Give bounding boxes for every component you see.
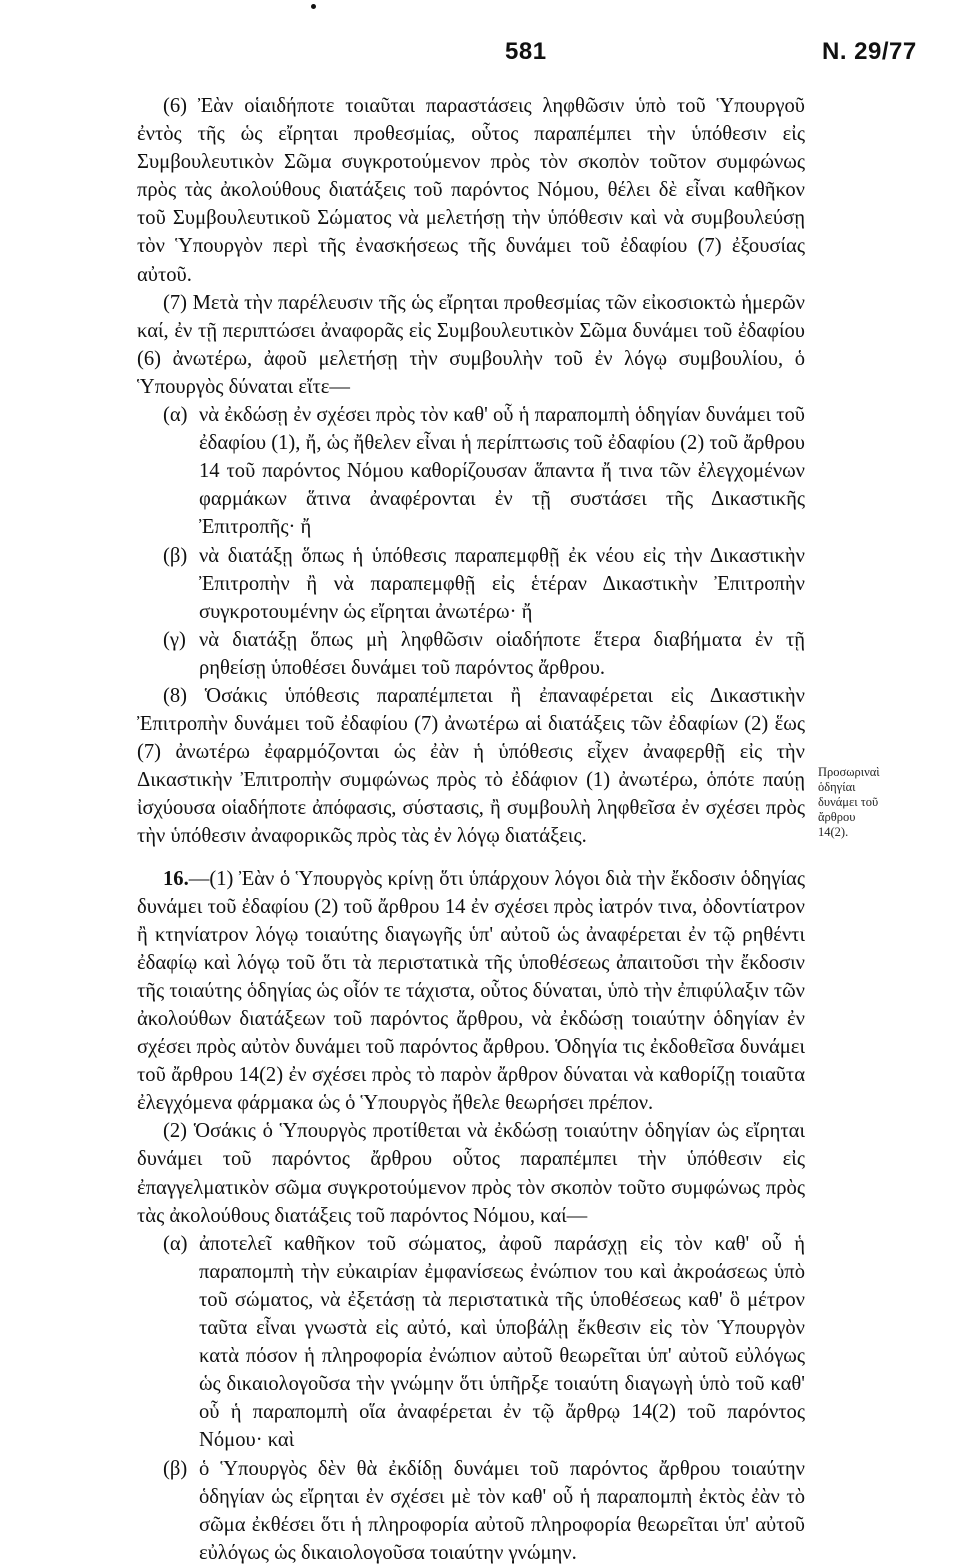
section-16-paragraph-2: (2) Ὁσάκις ὁ Ὑπουργὸς προτίθεται νὰ ἐκδώσῃ τοιαύτην ὁδηγίαν ὡς εἴρηται δυνάμει τοῦ παρόντος ἄρθρου οὗτος παραπέμπει τὴν ὑπόθεσιν εἰς ἐπαγγελματικὸν σῶμα συγκροτούμενον πρὸς τὸν σκοπὸν τοῦτο συμφώνως πρὸς τὰς ἀκολούθους διατάξεις τοῦ παρόντος Νόμου, καί— — [137, 1120, 805, 1227]
list-item — [137, 1455, 805, 1567]
margin-note — [818, 765, 918, 840]
item-text: ἀποτελεῖ καθῆκον τοῦ σώματος, ἀφοῦ παράσχῃ εἰς τὸν καθ' οὗ ἡ παραπομπὴ τὴν εὐκαιρίαν ἐμφανίσεως ἐνώπιον του καὶ ἀκροάσεως ὑπὸ τοῦ σώματος, νὰ ἐξετάσῃ τὰ περιστατικὰ τῆς ὑποθέσεως καθ' ὃ μέτρον ταῦτα εἶναι γνωστὰ εἰς αὐτό, καὶ ὑποβάλῃ ἔκθεσιν εἰς τὸν Ὑπουργὸν κατὰ πόσον ἡ πληροφορία ἐνώπιον αὐτοῦ θεωρεῖται ὑπ' αὐτοῦ εὐλόγως ὡς δικαιολογοῦσα τὴν γνώμην ὅτι ὑπῆρξε τοιαύτη διαγωγὴ ὑπὸ τοῦ καθ' οὗ ἡ παραπομπὴ οἵα ἀναφέρεται ἐν τῷ ἄρθρῳ 14(2) τοῦ παρόντος Νόμου· καὶ — [199, 1232, 805, 1452]
item-label: (β) — [163, 544, 188, 567]
item-label: (β) — [163, 1457, 188, 1480]
margin-note-line: δυνάμει τοῦ — [818, 795, 879, 809]
paragraph-6: (6) Ἐὰν οἱαιδήποτε τοιαῦται παραστάσεις ληφθῶσιν ὑπὸ τοῦ Ὑπουργοῦ ἐντὸς τῆς ὡς εἴρηται προθεσμίας, οὗτος παραπέμπει τὴν ὑπόθεσιν εἰς Συμβουλευτικὸν Σῶμα συγκροτούμενον πρὸς τὸν σκοπὸν τοῦτον συμφώνως πρὸς τὰς ἀκολούθους διατάξεις τοῦ παρόντος Νόμου, θέλει δὲ εἶναι καθῆκον τοῦ Συμβουλευτικοῦ Σώματος νὰ μελετήσῃ τὴν ὑπόθεσιν καὶ νὰ συμβουλεύσῃ τὸν Ὑπουργὸν περὶ τῆς ἐνασκήσεως τῆς δυνάμει τοῦ ἐδαφίου (7) ἐξουσίας αὐτοῦ. — [137, 95, 805, 286]
print-speck — [311, 4, 316, 9]
page-number: 581 — [505, 38, 547, 65]
paragraph-7-intro: (7) Μετὰ τὴν παρέλευσιν τῆς ὡς εἴρηται προθεσμίας τῶν εἰκοσιοκτὼ ἡμερῶν καί, ἐν τῇ περιπτώσει ἀναφορᾶς εἰς Συμβουλευτικὸν Σῶμα δυνάμει τοῦ ἐδαφίου (6) ἀνωτέρω, ἀφοῦ μελετήσῃ τὴν συμβουλὴν τοῦ ἐν λόγῳ συμβουλίου, ὁ Ὑπουργὸς δύναται εἴτε— — [137, 291, 805, 398]
margin-note-line: 14(2). — [818, 825, 849, 839]
item-text: νὰ διατάξῃ ὅπως ἡ ὑπόθεσις παραπεμφθῇ ἐκ νέου εἰς τὴν Δικαστικὴν Ἐπιτροπὴν ἢ νὰ παραπεμφθῇ εἰς ἑτέραν Δικαστικὴν Ἐπιτροπὴν συγκροτουμένην ὡς εἴρηται ἀνωτέρω· ἤ — [199, 544, 805, 623]
item-label: (γ) — [163, 628, 186, 651]
list-item — [137, 542, 805, 626]
item-text: ὁ Ὑπουργὸς δὲν θὰ ἐκδίδῃ δυνάμει τοῦ παρόντος ἄρθρου τοιαύτην ὁδηγίαν ὡς εἴρηται ἐν σχέσει μὲ τὸν καθ' οὗ ἡ παραπομπὴ ἐκτὸς ἐὰν τὸ σῶμα ἐκθέσει ὅτι ἡ πληροφορία αὐτοῦ πληροφορία θεωρεῖται ὑπ' αὐτοῦ εὐλόγως ὡς δικαιολογοῦσα τοιαύτην γνώμην. — [199, 1457, 805, 1564]
section-16-text: —(1) Ἐὰν ὁ Ὑπουργὸς κρίνῃ ὅτι ὑπάρχουν λόγοι διὰ τὴν ἔκδοσιν ὁδηγίας δυνάμει τοῦ ἐδαφίου (2) τοῦ ἄρθρου 14 ἐν σχέσει πρὸς ἰατρόν τινα, ὀδοντίατρον ἢ κτηνίατρον λόγῳ τοιαύτης διαγωγῆς ὑπ' αὐτοῦ ὡς ἀναφέρεται ἐν τῷ ρηθέντι ἐδαφίῳ καὶ λόγῳ τοῦ ὅτι τὰ περιστατικὰ τῆς ὑποθέσεως ἀπαιτοῦσι τὴν ἔκδοσιν τῆς τοιαύτης ὁδηγίας ὡς οἷόν τε τάχιστα, οὗτος δύναται, ὑπὸ τὴν ἐπιφύλαξιν τῶν ἀκολούθων διατάξεων τοῦ παρόντος ἄρθρου, νὰ ἐκδώσῃ τοιαύτην ὁδηγίαν ἐν σχέσει πρὸς αὐτὸν δυνάμει τοῦ παρόντος ἄρθρου. Ὁδηγία τις ἐκδοθεῖσα δυνάμει τοῦ ἄρθρου 14(2) ἐν σχέσει πρὸς τὸ παρὸν ἄρθρον δύναται νὰ καθορίζῃ τοιαῦτα ἐλεγχόμενα φάρμακα ὡς ὁ Ὑπουργὸς ἤθελε θεωρήσει πρέπον. — [137, 867, 805, 1115]
margin-note-line: ἄρθρου — [818, 810, 856, 824]
section-16-paragraph-1 — [137, 865, 805, 1118]
paragraph-8: (8) Ὁσάκις ὑπόθεσις παραπέμπεται ἢ ἐπαναφέρεται εἰς Δικαστικὴν Ἐπιτροπὴν δυνάμει τοῦ ἐδαφίου (7) ἀνωτέρω αἱ διατάξεις τῶν ἐδαφίων (2) ἕως (7) ἀνωτέρω ἐφαρμόζονται ὡς ἐὰν ἡ ὑπόθεσις εἶχεν ἀναφερθῇ εἰς τὴν Δικαστικὴν Ἐπιτροπὴν συμφώνως πρὸς τὸ ἐδάφιον (1) ἀνωτέρω, ὁπότε παύῃ ἰσχύουσα οἱαδήποτε ἀπόφασις, σύστασις, ἢ συμβουλὴ ληφθεῖσα ἐν σχέσει πρὸς τὴν ὑπόθεσιν ἀναφορικῶς πρὸς τὰς ἐν λόγῳ διατάξεις. — [137, 684, 805, 848]
section-number: 16. — [163, 867, 189, 890]
item-text: νὰ ἐκδώσῃ ἐν σχέσει πρὸς τὸν καθ' οὗ ἡ παραπομπὴ ὁδηγίαν δυνάμει τοῦ ἐδαφίου (1), ἤ, ὡς ἤθελεν εἶναι ἡ περίπτωσις τοῦ ἐδαφίου (2) τοῦ ἄρθρου 14 τοῦ παρόντος Νόμου καθορίζουσαν ἅπαντα ἤ τινα τῶν ἐλεγχομένων φαρμάκων ἅτινα ἀναφέρονται ἐν τῇ συστάσει τῆς Δικαστικῆς Ἐπιτροπῆς· ἤ — [199, 404, 805, 539]
gazette-reference: Ν. 29/77 — [822, 38, 917, 65]
list-item — [137, 626, 805, 682]
list-item — [137, 401, 805, 541]
item-text: νὰ διατάξῃ ὅπως μὴ ληφθῶσιν οἱαδήποτε ἕτερα διαβήματα ἐν τῇ ρηθείσῃ ὑποθέσει δυνάμει τοῦ παρόντος ἄρθρου. — [199, 628, 805, 679]
document-body — [137, 92, 805, 1567]
item-label: (α) — [163, 404, 188, 427]
item-label: (α) — [163, 1232, 188, 1255]
list-item — [137, 1230, 805, 1455]
margin-note-line: Προσωριναὶ — [818, 765, 880, 779]
margin-note-line: ὁδηγίαι — [818, 780, 856, 794]
